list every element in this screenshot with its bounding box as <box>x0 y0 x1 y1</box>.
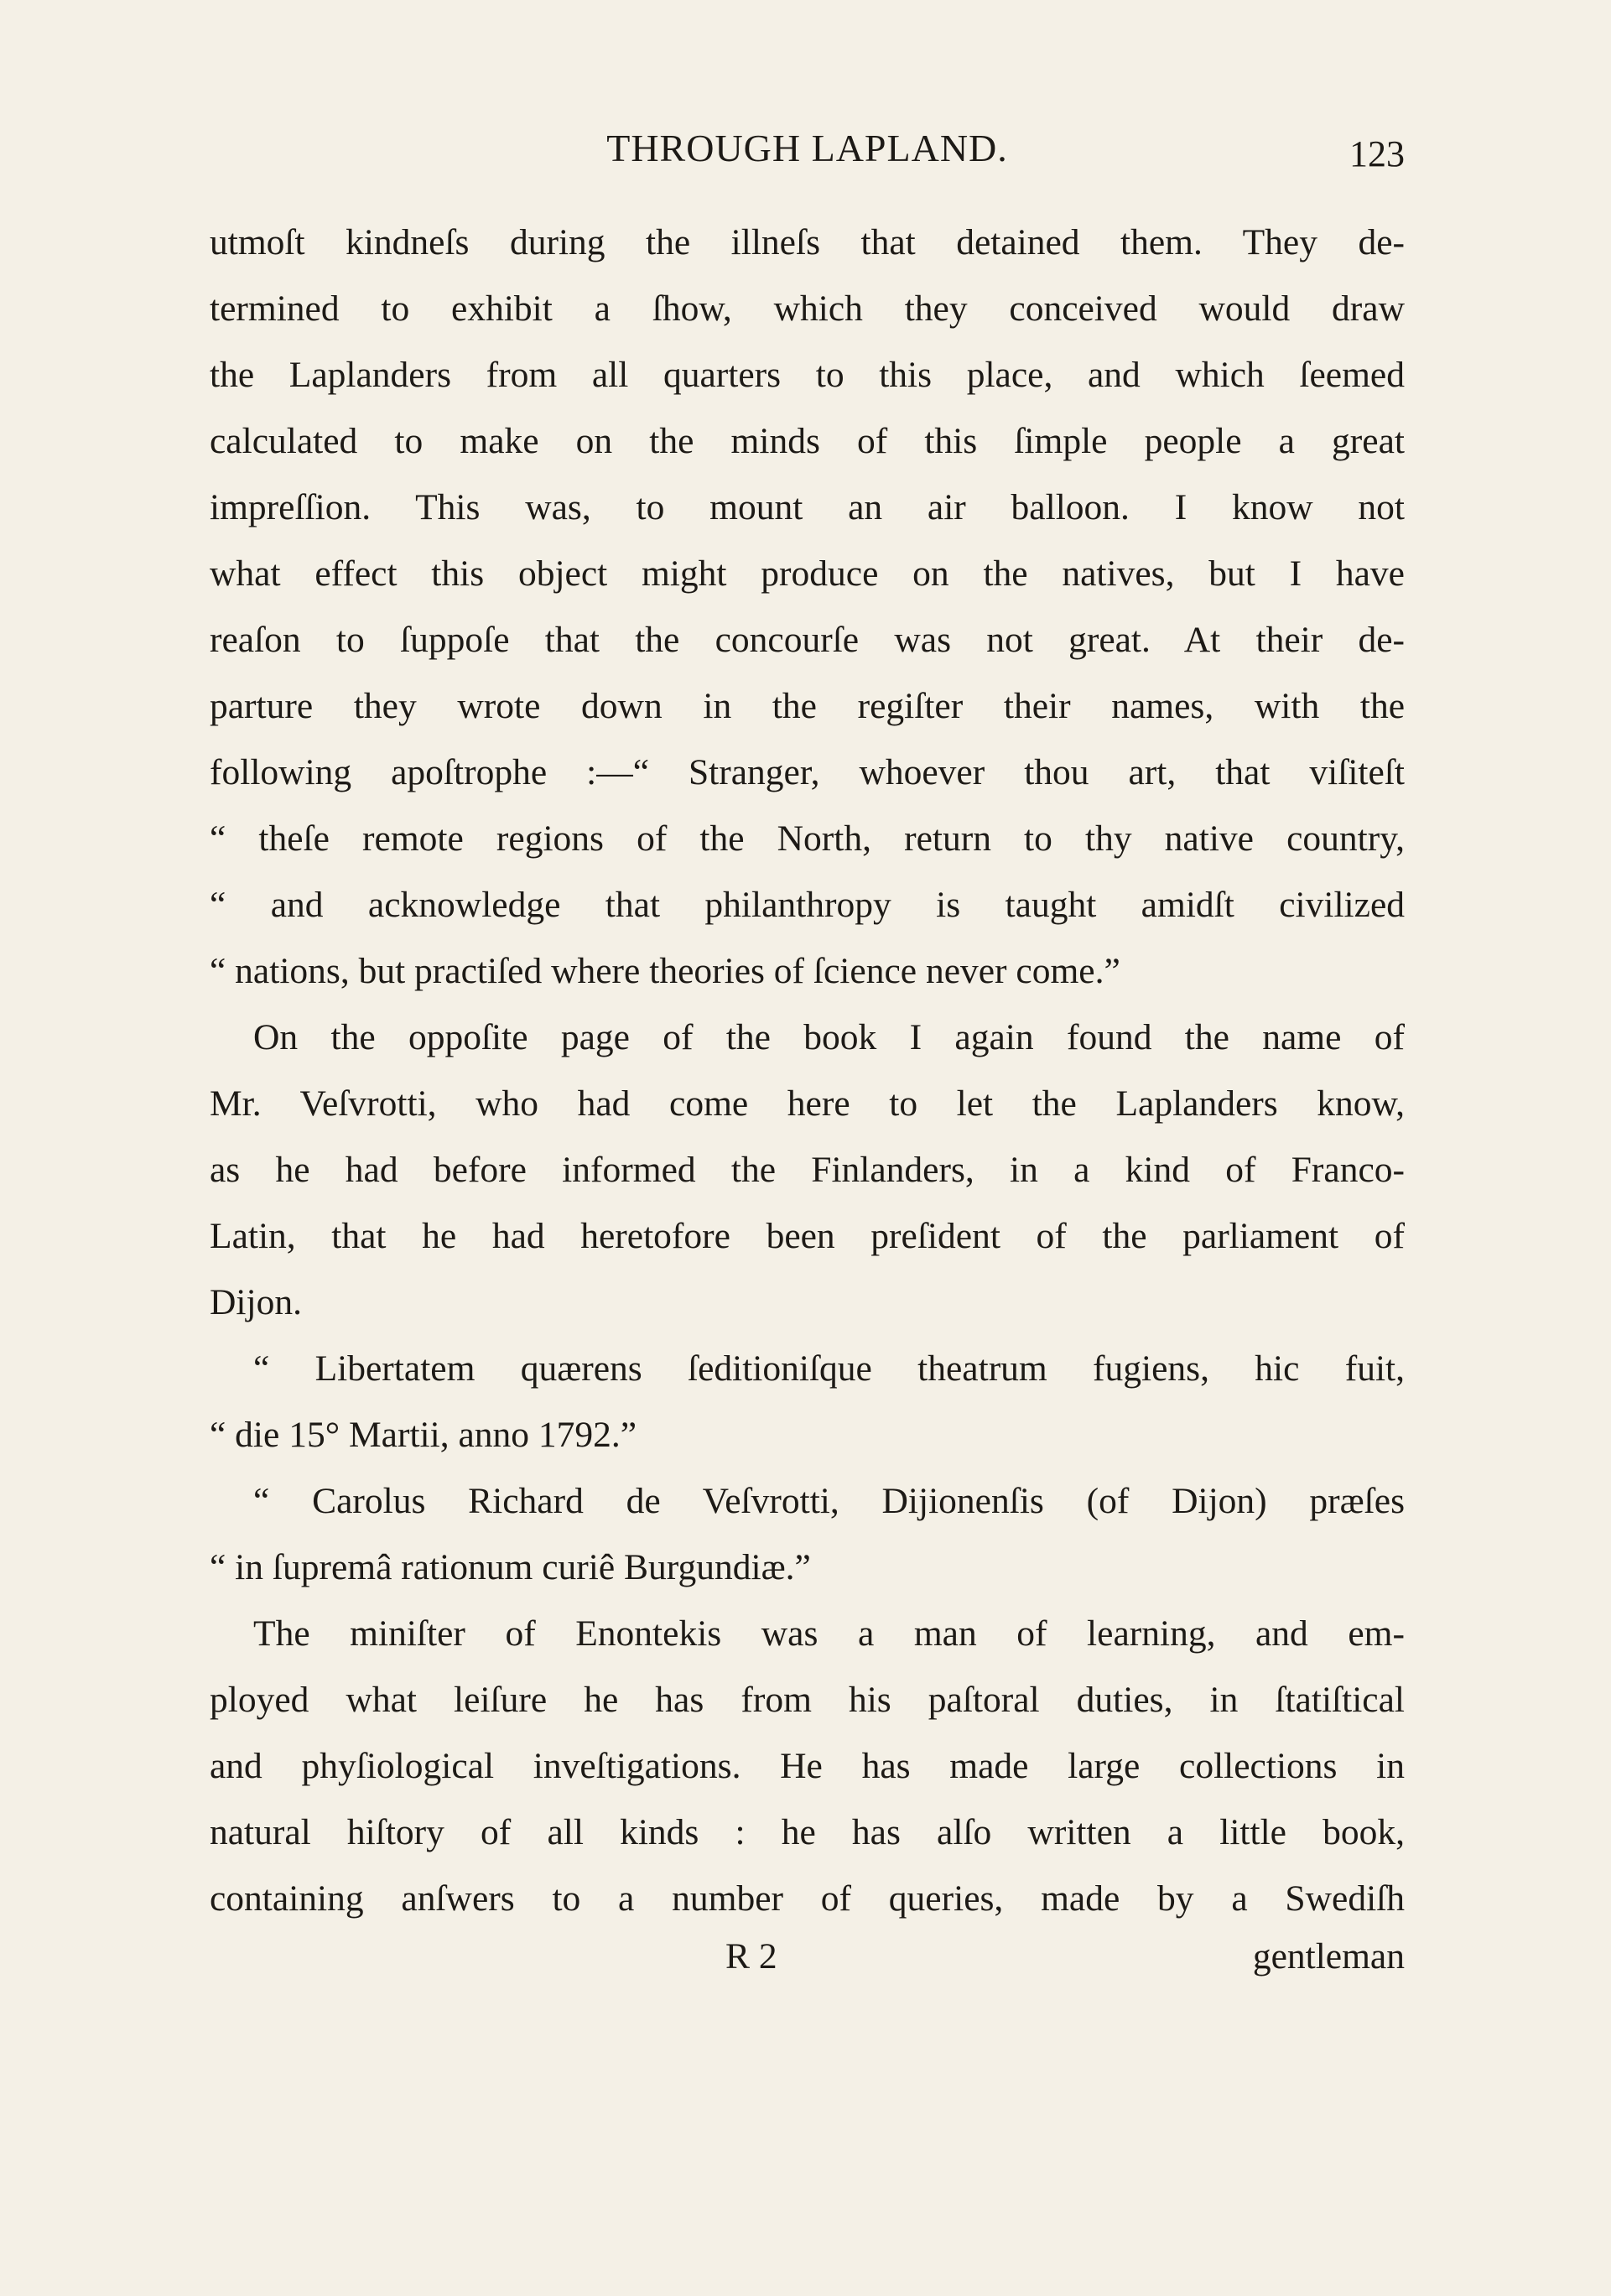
text-line: containing anſwers to a number of queries, made by a Swediſh <box>210 1878 1405 1919</box>
text-line: following apoſtrophe :—“ Stranger, whoever thou art, that viſiteſt <box>210 752 1405 792</box>
text-line: impreſſion. This was, to mount an air balloon. I know not <box>210 487 1405 527</box>
signature-mark: R 2 <box>725 1936 777 1977</box>
text-line: parture they wrote down in the regiſter their names, with the <box>210 686 1405 726</box>
text-line: calculated to make on the minds of this ſimple people a great <box>210 421 1405 461</box>
text-line: “ theſe remote regions of the North, return to thy native country, <box>210 818 1405 859</box>
text-line: “ nations, but practiſed where theories of ſcience never come.” <box>210 951 1120 991</box>
text-line: ployed what leiſure he has from his paſtoral duties, in ſtatiſtical <box>210 1680 1405 1720</box>
text-line: On the oppoſite page of the book I again found the name of <box>253 1017 1405 1057</box>
text-line: Latin, that he had heretofore been preſident of the parliament of <box>210 1216 1405 1256</box>
text-line: reaſon to ſuppoſe that the concourſe was not great. At their de- <box>210 620 1405 660</box>
text-line: “ Carolus Richard de Veſvrotti, Dijionenſis (of Dijon) præſes <box>253 1481 1405 1521</box>
catchword: gentleman <box>1252 1936 1405 1977</box>
text-line: natural hiſtory of all kinds : he has alſo written a little book, <box>210 1812 1405 1852</box>
page-header <box>210 126 1405 184</box>
text-line: “ in ſupremâ rationum curiê Burgundiæ.” <box>210 1547 811 1587</box>
text-line: and phyſiological inveſtigations. He has made large collections in <box>210 1746 1405 1786</box>
text-line: as he had before informed the Finlanders, in a kind of Franco- <box>210 1150 1405 1190</box>
text-line: what effect this object might produce on the natives, but I have <box>210 553 1405 594</box>
running-title: THROUGH LAPLAND. <box>606 127 1008 169</box>
text-line: Dijon. <box>210 1282 302 1322</box>
text-line: the Laplanders from all quarters to this place, and which ſeemed <box>210 355 1405 395</box>
text-line: Mr. Veſvrotti, who had come here to let the Laplanders know, <box>210 1083 1405 1124</box>
text-line: “ Libertatem quærens ſeditioniſque theatrum fugiens, hic fuit, <box>253 1348 1405 1389</box>
text-line: The miniſter of Enontekis was a man of learning, and em- <box>253 1613 1405 1654</box>
text-line: utmoſt kindneſs during the illneſs that detained them. They de- <box>210 222 1405 262</box>
text-line: “ and acknowledge that philanthropy is taught amidſt civilized <box>210 885 1405 925</box>
text-line: termined to exhibit a ſhow, which they conceived would draw <box>210 288 1405 329</box>
text-line: “ die 15° Martii, anno 1792.” <box>210 1415 637 1455</box>
page-number: 123 <box>1349 133 1405 174</box>
body-text <box>210 210 1405 1932</box>
